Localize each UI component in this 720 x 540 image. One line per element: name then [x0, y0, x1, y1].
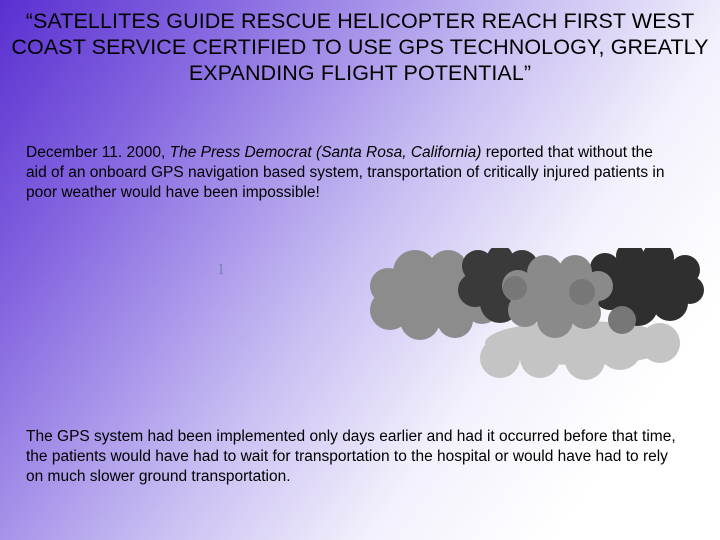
intro-paragraph: [26, 143, 676, 203]
slide-title: “SATELLITES GUIDE RESCUE HELICOPTER REACH FIRST WEST COAST SERVICE CERTIFIED TO USE GPS TECHNOLOGY, GREATLY EXPANDING FLIGHT POTENTIAL”: [11, 9, 709, 85]
clouds-illustration: [360, 248, 710, 393]
intro-source: The Press Democrat (Santa Rosa, California): [169, 144, 482, 161]
intro-text: reported that without the aid of an onboard GPS navigation based system, transportation of critically injured patients in poor weather would have been impossible!: [26, 144, 665, 201]
light-cloud-back: [480, 321, 680, 380]
conclusion-paragraph: The GPS system had been implemented only days earlier and had it occurred before that time, the patients would have had to wait for transportation to the hospital or would have had to rely on much slower ground transportation.: [26, 428, 676, 485]
intro-date: December 11. 2000,: [26, 144, 170, 161]
placeholder-marker: l: [219, 263, 224, 278]
